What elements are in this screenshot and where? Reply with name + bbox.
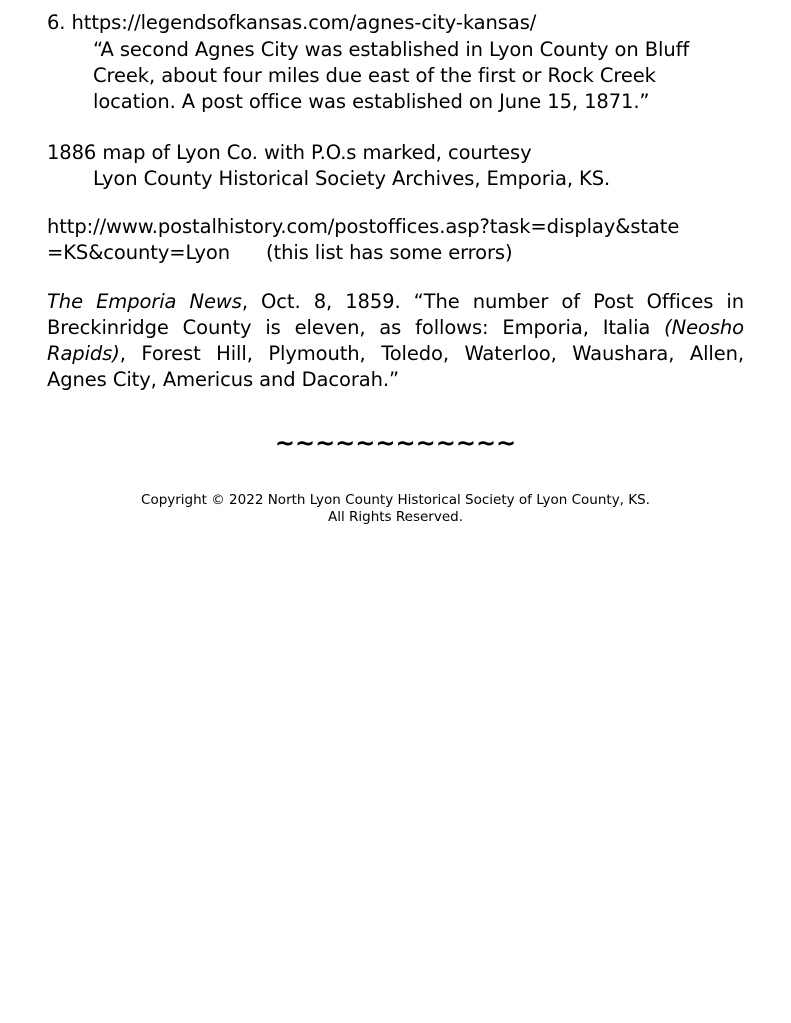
source-6-quote-line-2: Creek, about four miles due east of the first or Rock Creek (93, 64, 656, 87)
source-6-quote-line-3: location. A post office was established on June 15, 1871.” (93, 90, 650, 113)
emporia-news-line-2-text: Breckinridge County is eleven, as follows: Emporia, Italia (47, 316, 665, 339)
postal-history-note: (this list has some errors) (266, 241, 513, 264)
emporia-news-line-2-italic: (Neosho (664, 316, 744, 339)
emporia-news-line-1 (47, 289, 744, 315)
publication-title: The Emporia News (47, 290, 242, 313)
emporia-news-line-3-italic: Rapids) (47, 342, 120, 365)
tilde-separator: ~~~~~~~~~~~~ (274, 429, 517, 457)
source-6-url: https://legendsofkansas.com/agnes-city-kansas/ (71, 11, 537, 34)
source-6-heading (47, 10, 536, 36)
emporia-news-line-2 (47, 315, 744, 341)
copyright-notice: Copyright © 2022 North Lyon County Historical Society of Lyon County, KS. (141, 492, 650, 508)
emporia-news-line-3-text: , Forest Hill, Plymouth, Toledo, Waterloo, Waushara, Allen, (119, 342, 744, 365)
map-source-line-2: Lyon County Historical Society Archives, Emporia, KS. (93, 167, 611, 190)
emporia-news-line-4: Agnes City, Americus and Dacorah.” (47, 368, 399, 391)
rights-reserved: All Rights Reserved. (327, 509, 464, 525)
source-6-quote-line-1: “A second Agnes City was established in Lyon County on Bluff (93, 38, 690, 61)
emporia-news-line-1-text: , Oct. 8, 1859. “The number of Post Offices in (241, 290, 745, 313)
source-number: 6. (47, 11, 66, 34)
emporia-news-line-3 (47, 341, 744, 367)
postal-history-url-line-2: =KS&county=Lyon (47, 241, 231, 264)
postal-history-url-line-1: http://www.postalhistory.com/postoffices.asp?task=display&state (47, 215, 680, 238)
map-source-line-1: 1886 map of Lyon Co. with P.O.s marked, courtesy (47, 141, 532, 164)
postal-history-line-2 (47, 240, 512, 266)
